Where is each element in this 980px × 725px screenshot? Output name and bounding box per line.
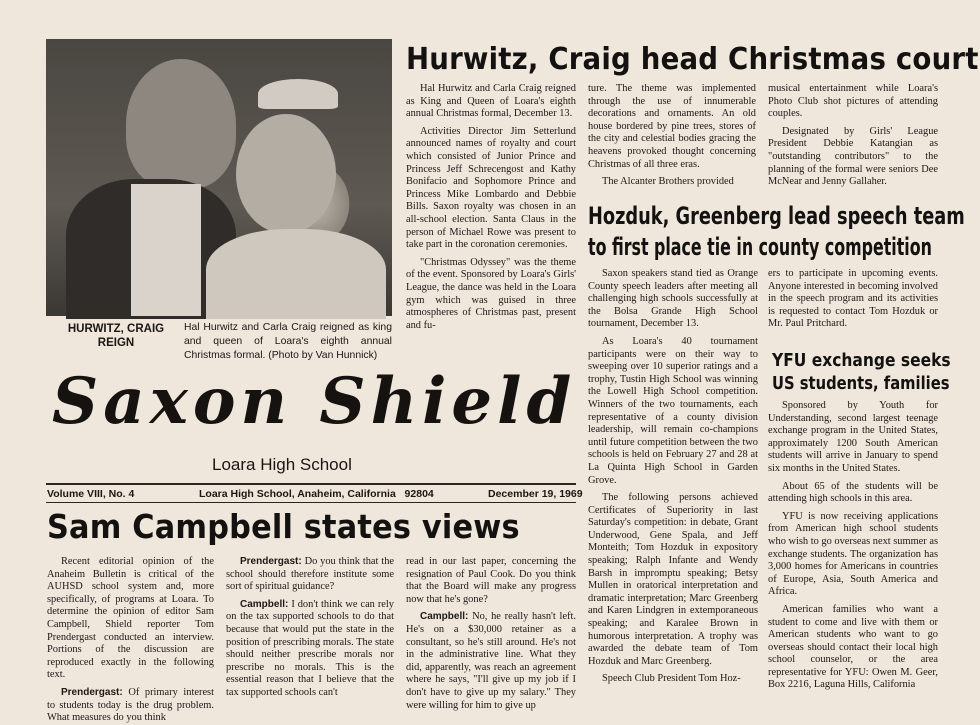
story4-column-1: Recent editorial opinion of the Anaheim Bulletin is critical of the AUHSD school system and, more specifically, of programs at Loara. To determine the opinion of editor Sam Campbell, Shield reporter Tom Prendergast conducted an interview. Portions of the discussion are reproduced exactly in the following text. Prendergast: Of primary interest to students today is the drug problem. What measures do you think [47, 556, 214, 724]
headline-yfu-line2: US students, families [772, 373, 950, 394]
headline-campbell-views: Sam Campbell states views [47, 507, 520, 546]
story2-column-2: ers to participate in upcoming events. Anyone interested in becoming involved in the speech program and its activities is requested to contact Tom Hozduk or Mr. Paul Pritchard. [768, 268, 938, 330]
speaker-label: Prendergast: [61, 686, 123, 698]
figure-queen [236, 114, 336, 234]
figure-king-shirt [131, 184, 201, 316]
story4-column-3: read in our last paper, concerning the resignation of Paul Cook. Do you think that the Board will make any progress now that he's gone? Campbell: No, he really hasn't left. He's on a $30,000 retainer as a consultant, so he's still around. He's not in the administrative line. What they did, apparently, was reach an agreement where he says, "I'll give up my job if I don't have to give up my salary." They were willing for him to give up [406, 556, 576, 711]
masthead-subtitle: Loara High School [212, 455, 352, 474]
headline-speech-team-line1: Hozduk, Greenberg lead speech team [588, 202, 965, 230]
figure-king [126, 59, 236, 189]
headline-speech-team-line2: to first place tie in county competition [588, 233, 932, 261]
speaker-label: Campbell: [420, 611, 469, 623]
volume-number: Volume VIII, No. 4 [47, 488, 135, 500]
masthead-rule-bottom [46, 502, 576, 503]
publication-location: Loara High School, Anaheim, California 92804 [199, 488, 434, 500]
publication-date: December 19, 1969 [488, 488, 583, 500]
story1-column-2: ture. The theme was implemented through the use of innumerable decorations and ornaments. An old house bordered by pine trees, stores of the city and celestial bodies gracing the heavens provoked thought concerning Christmas of all three eras. The Alcanter Brothers provided [588, 83, 756, 188]
story4-column-2: Prendergast: Do you think that the school should therefore institute some sort of spiritual guidance? Campbell: I don't think we can rely on the tax supported schools to do that because that would put the state in the position of prescribing morals. The state should neither prescribe morals nor prescribe no morals. This is the essential reason that I believe that the tax supported schools can't [226, 556, 395, 698]
headline-yfu-line1: YFU exchange seeks [772, 350, 951, 371]
masthead-title: Saxon Shield [52, 364, 577, 439]
photo-king-queen [46, 39, 392, 316]
headline-christmas-court: Hurwitz, Craig head Christmas court [406, 42, 979, 77]
story1-column-3: musical entertainment while Loara's Photo Club shot pictures of attending couples. Designated by Girls' League President Debbie Katangian as "outstanding contributors" to the planning of the formal were seniors Dee McNear and Jenny Gallaher. [768, 83, 938, 188]
masthead-rule-top [46, 483, 576, 485]
photo-caption-text: Hal Hurwitz and Carla Craig reigned as king and queen of Loara's eighth annual Christmas formal. (Photo by Van Hunnick) [184, 322, 392, 361]
figure-queen-dress [206, 229, 386, 319]
photo-caption-label: HURWITZ, CRAIG REIGN [67, 323, 165, 349]
crown-icon [258, 79, 338, 109]
story1-column-1: Hal Hurwitz and Carla Craig reigned as King and Queen of Loara's eighth annual Christmas formal, December 13. Activities Director Jim Setterlund announced names of royalty and court which consisted of Junior Prince and Princess Jeff Schrecengost and Kathy Bonifacio and Sophomore Prince and Princess Mike Lombardo and Debbie Bills. Saxon royalty was chosen in an all-school election. Santa Claus in the person of Michael Rowe was present to take part in the coronation ceremonies. "Christmas Odyssey" was the theme of the event. Sponsored by Loara's Girls' League, the dance was held in the Loara gym which was guised in three atmospheres of Christmas past, present and fu- [406, 83, 576, 331]
story3-body: Sponsored by Youth for Understanding, second largest teenage exchange program in the United States, approximately 1200 South American students will arrive in January to spend six months in the United States. About 65 of the students will be attending high schools in this area. YFU is now receiving applications from American high school students who wish to go overseas next summer as exchange students. The organization has 3,000 homes for Americans in countries of Europe, Asia, South America and Africa. American families who want a student to come and live with them or American students who want to go overseas should contact their local high school counselor, or the area representative for YFU: Owen M. Geer, Box 2216, Laguna Hills, California [768, 400, 938, 691]
speaker-label: Prendergast: [240, 556, 302, 567]
story2-column-1: Saxon speakers stand tied as Orange County speech leaders after meeting all challenging high schools successfully at the Bolsa Grande High School tournament, December 13. As Loara's 40 tournament participants were on their way to sweeping over 10 superior ratings and a trophy, Tustin High School was winning the Lowell High School competition. Winners of the two tournaments, each representative of a county division leadership, will remain co-champions until future competition between the two schools is held on February 27 and 28 at La Quinta High School in Garden Grove. The following persons achieved Certificates of Superiority in last Saturday's competition: in debate, Grant Underwood, Gene Spala, and Jeff Monteith; Tom Hozduk in expository speaking; Ralph Infante and Wendy Barsh in impromptu speaking; Betsy Mullen in oratorical interpretation and dramatic interpretation; Marc Greenberg and Karen Lindgren in extemporaneous speaking; and Karalee Brown in humorous interpretation. A trophy was awarded the debate team of Tom Hozduk and Marc Greenberg. Speech Club President Tom Hoz- [588, 268, 758, 685]
speaker-label: Campbell: [240, 598, 289, 610]
